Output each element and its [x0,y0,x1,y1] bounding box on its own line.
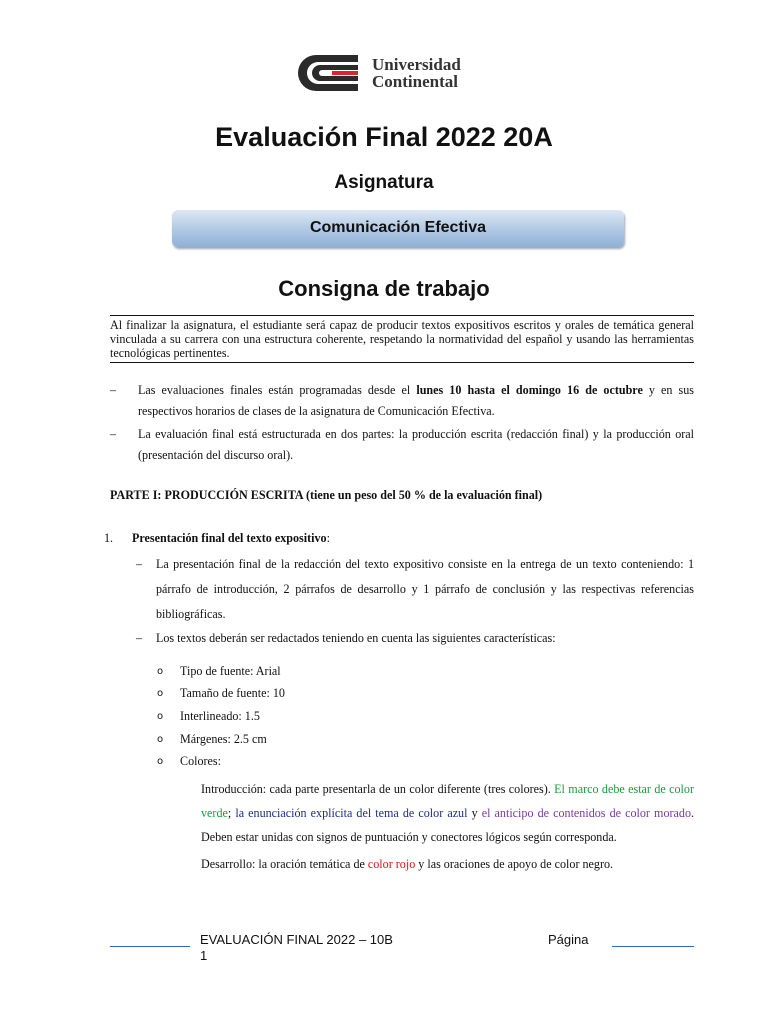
characteristics-list [157,660,285,773]
circle-bullet-icon: o [157,665,164,677]
sub-item-characteristics [136,626,694,651]
development-text-end: y las oraciones de apoyo de color negro. [415,857,614,871]
list-item [157,660,285,683]
competency-statement: Al finalizar la asignatura, el estudiante será capaz de producir textos expositivos escritos y orales de temática general vinculada a su carrera con una estructura coherente, respetando la normatividad del español y usando las herramientas tecnológicas pertinentes. [110,315,694,363]
separator: y [467,806,482,820]
margins: Márgenes: 2.5 cm [180,731,267,746]
characteristics-intro: Los textos deberán ser redactados teniendo en cuenta las siguientes características: [156,631,556,645]
item-number: 1. [104,531,114,545]
font-size: Tamaño de fuente: 10 [180,686,285,701]
missing-glyph-icon [184,777,201,849]
circle-bullet-icon: o [157,710,164,722]
list-item [157,705,285,728]
intro-text: Introducción: cada parte presentarla de un color diferente (tres colores). [201,782,555,796]
dash-marker: – [136,631,143,645]
list-item [157,683,285,706]
schedule-dates: lunes 10 hasta el domingo 16 de octubre [416,383,643,397]
footer-divider-left [110,946,190,947]
numbered-item [104,531,330,546]
development-colors [184,852,694,876]
missing-glyph-icon [184,852,201,876]
part-one-heading: PARTE I: PRODUCCIÓN ESCRITA (tiene un peso del 50 % de la evaluación final) [110,488,543,502]
subject-label: Asignatura [334,172,434,193]
font-type: Tipo de fuente: Arial [180,663,281,678]
green-frame-text: El marco debe estar de color verde [201,782,694,820]
footer-page-number: 1 [200,948,208,963]
university-name-line2: Continental [372,72,458,91]
list-item [157,750,285,773]
dash-marker: – [110,427,117,441]
development-text: Desarrollo: la oración temática de [201,857,368,871]
footer-exam-label [200,932,393,964]
dash-marker: – [110,383,117,397]
list-item [110,380,694,422]
separator: ; [227,806,236,820]
footer-divider-right [612,946,694,947]
list-item [157,728,285,751]
purple-preview-text: el anticipo de contenidos de color morado [481,806,691,820]
red-sentence-text: color rojo [367,857,416,871]
item-title: Presentación final del texto expositivo [132,531,327,545]
general-info-list [110,380,694,468]
footer-exam-name: EVALUACIÓN FINAL 2022 – 10B [200,932,393,947]
university-logo [292,50,477,96]
university-name-line1: Universidad [372,55,461,74]
colors-label: Colores: [180,754,221,769]
consigna-title: Consigna de trabajo [278,276,490,301]
schedule-text-start: Las evaluaciones finales están programadas desde el [138,383,417,397]
subject-name-banner: Comunicación Efectiva [172,210,624,247]
list-item [110,424,694,466]
presentation-description: La presentación final de la redacción del texto expositivo consiste en la entrega de un texto conteniendo: 1 párrafo de introducción, 2 párrafos de desarrollo y 1 párrafo de conclusión y las respectivas referencias bibliográficas. [156,557,694,621]
schedule-text-end: y en sus respectivos horarios de clases de la asignatura de Comunicación Efectiva. [138,383,694,418]
introduction-colors [184,777,694,849]
line-spacing: Interlineado: 1.5 [180,708,260,723]
structure-text: La evaluación final está estructurada en dos partes: la producción escrita (redacción final) y la producción oral (presentación del discurso oral). [138,427,694,462]
item-title-colon: : [326,531,330,545]
intro-text-end: . Deben estar unidas con signos de puntuación y conectores lógicos según corresponda. [201,806,695,844]
sub-item-presentation [136,552,694,627]
circle-bullet-icon: o [157,733,164,745]
circle-bullet-icon: o [157,756,164,768]
footer-page-label: Página [548,932,589,947]
dash-marker: – [136,557,143,571]
circle-bullet-icon: o [157,688,164,700]
blue-topic-text: la enunciación explícita del tema de color azul [235,806,468,820]
document-title: Evaluación Final 2022 20A [215,122,553,152]
university-emblem-icon [292,51,362,95]
